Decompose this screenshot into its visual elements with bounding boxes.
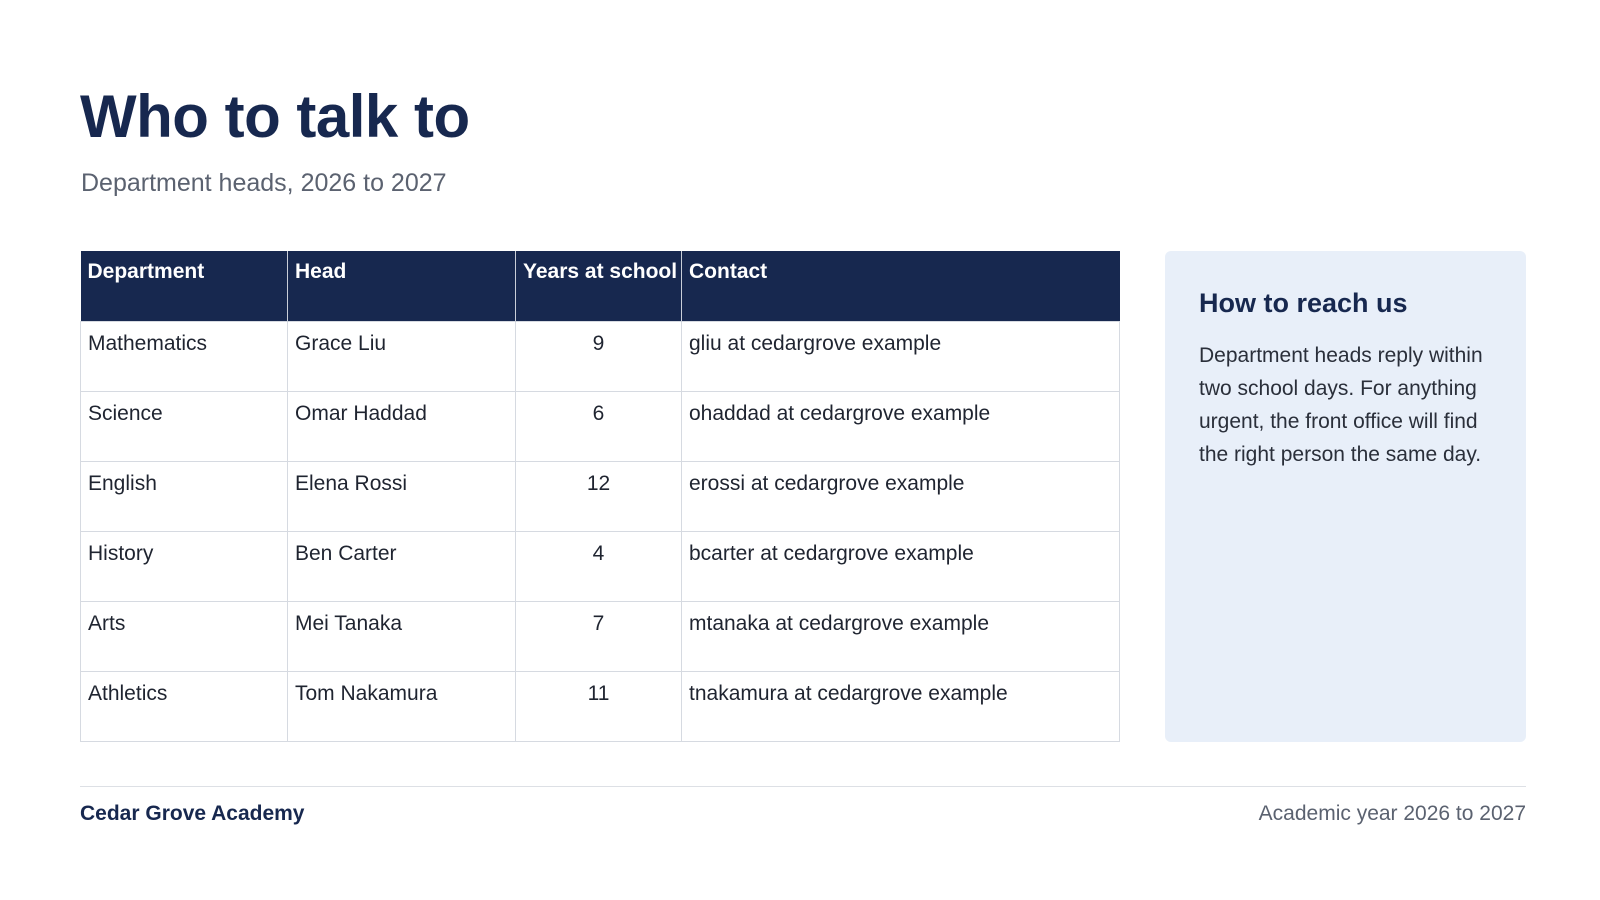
cell-contact: ohaddad at cedargrove example <box>682 391 1120 461</box>
callout-body: Department heads reply within two school days. For anything urgent, the front office will find the right person the same day. <box>1199 344 1483 466</box>
cell-contact: erossi at cedargrove example <box>682 461 1120 531</box>
cell-department: Athletics <box>81 671 288 741</box>
contact-info-callout <box>1165 251 1526 742</box>
header-years-at-school: Years at school <box>516 251 682 321</box>
cell-department: Mathematics <box>81 321 288 391</box>
cell-contact: tnakamura at cedargrove example <box>682 671 1120 741</box>
cell-head: Elena Rossi <box>288 461 516 531</box>
header-department: Department <box>81 251 288 321</box>
cell-department: History <box>81 531 288 601</box>
cell-head: Grace Liu <box>288 321 516 391</box>
cell-years: 4 <box>516 531 682 601</box>
cell-contact: gliu at cedargrove example <box>682 321 1120 391</box>
page-subtitle: Department heads, 2026 to 2027 <box>81 169 447 197</box>
cell-years: 7 <box>516 601 682 671</box>
footer-divider <box>80 786 1526 787</box>
table-row <box>81 391 1120 461</box>
callout-title: How to reach us <box>1199 288 1408 318</box>
cell-department: English <box>81 461 288 531</box>
academic-year: Academic year 2026 to 2027 <box>1258 802 1526 825</box>
header-contact: Contact <box>682 251 1120 321</box>
cell-head: Mei Tanaka <box>288 601 516 671</box>
table-header-row <box>81 251 1120 321</box>
cell-years: 9 <box>516 321 682 391</box>
cell-department: Science <box>81 391 288 461</box>
table-row <box>81 321 1120 391</box>
cell-contact: bcarter at cedargrove example <box>682 531 1120 601</box>
cell-head: Ben Carter <box>288 531 516 601</box>
school-name: Cedar Grove Academy <box>80 802 305 825</box>
page-title: Who to talk to <box>80 83 470 150</box>
table-row <box>81 461 1120 531</box>
cell-contact: mtanaka at cedargrove example <box>682 601 1120 671</box>
cell-years: 6 <box>516 391 682 461</box>
table-row <box>81 671 1120 741</box>
department-heads-table-container <box>80 251 1119 742</box>
cell-head: Tom Nakamura <box>288 671 516 741</box>
department-heads-table <box>80 251 1120 742</box>
table-row <box>81 601 1120 671</box>
cell-department: Arts <box>81 601 288 671</box>
cell-years: 11 <box>516 671 682 741</box>
cell-years: 12 <box>516 461 682 531</box>
header-head: Head <box>288 251 516 321</box>
cell-head: Omar Haddad <box>288 391 516 461</box>
table-row <box>81 531 1120 601</box>
